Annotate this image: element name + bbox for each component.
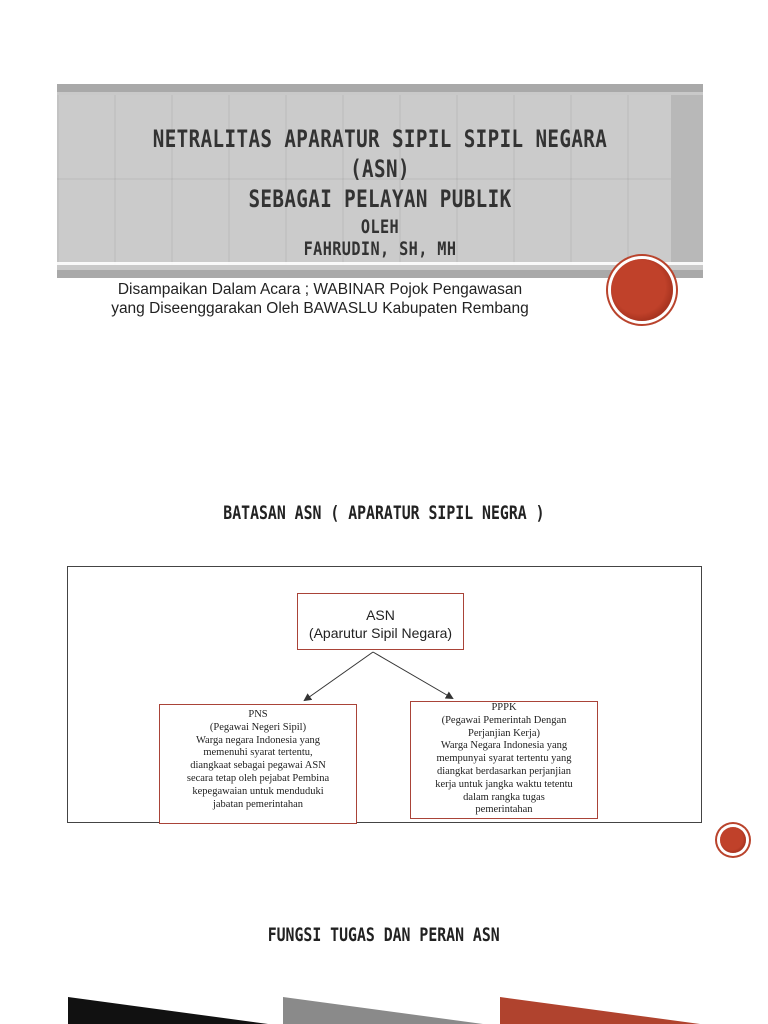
decorative-circle-small-icon <box>720 827 746 853</box>
node-asn-subtitle: (Aparutur Sipil Negara) <box>308 625 453 641</box>
node-pppk-line: kerja untuk jangka waktu tetentu <box>435 778 573 790</box>
node-pns-line: Warga negara Indonesia yang <box>195 734 321 746</box>
decorative-circle-icon <box>611 259 673 321</box>
node-pns-line: PNS <box>248 709 268 720</box>
node-pppk-line: Perjanjian Kerja) <box>467 727 540 739</box>
node-pppk-line: Warga Negara Indonesia yang <box>440 740 568 752</box>
subtitle-line-1: Disampaikan Dalam Acara ; WABINAR Pojok Pengawasan <box>117 281 523 298</box>
node-pppk-line: pemerintahan <box>475 804 533 816</box>
node-pppk-line: (Pegawai Pemerintah Dengan <box>441 714 567 726</box>
heading-batasan-text: BATASAN ASN ( APARATUR SIPIL NEGRA ) <box>223 502 545 524</box>
title-line-1: NETRALITAS APARATUR SIPIL SIPIL NEGARA (ASN) <box>152 125 608 183</box>
node-pns-line: secara tetap oleh pejabat Pembina <box>186 772 330 784</box>
decorative-black-triangle <box>68 997 268 1024</box>
title-band-top-stripe <box>57 84 703 92</box>
node-pppk <box>410 701 598 819</box>
node-pppk-line: mempunyai syarat tertentu yang <box>436 753 572 765</box>
arrow-to-pppk <box>373 652 452 698</box>
node-pns-line: memenuhi syarat tertentu, <box>203 747 313 759</box>
title-line-4: FAHRUDIN, SH, MH <box>303 238 457 260</box>
slide-title <box>57 124 703 260</box>
slide-subtitle <box>60 280 580 318</box>
node-asn <box>297 593 464 650</box>
node-pns-line: (Pegawai Negeri Sipil) <box>209 721 307 733</box>
node-asn-title: ASN <box>366 607 395 623</box>
arrow-to-pns <box>305 652 373 700</box>
node-pppk-line: dalam rangka tugas <box>463 791 545 803</box>
node-pns-line: diangkaat sebagai pegawai ASN <box>190 760 326 772</box>
node-pns <box>159 704 357 824</box>
node-pppk-line: diangkat berdasarkan perjanjian <box>436 765 572 777</box>
decorative-red-triangle <box>500 997 700 1024</box>
decorative-gray-triangle <box>283 997 483 1024</box>
subtitle-line-2: yang Diseenggarakan Oleh BAWASLU Kabupaten Rembang <box>111 300 529 317</box>
node-pppk-line: PPPK <box>491 702 517 713</box>
title-band-bottom-stripe <box>57 270 703 278</box>
node-pns-line: jabatan pemerintahan <box>212 798 304 810</box>
title-line-2: SEBAGAI PELAYAN PUBLIK <box>248 185 512 213</box>
section-heading-fungsi <box>0 924 768 946</box>
title-line-3: OLEH <box>360 216 400 238</box>
asn-diagram <box>67 566 702 823</box>
section-heading-batasan <box>0 502 768 524</box>
title-band-divider <box>57 262 703 265</box>
title-band <box>57 84 703 278</box>
heading-fungsi-text: FUNGSI TUGAS DAN PERAN ASN <box>267 924 500 946</box>
node-pns-line: kepegawaian untuk menduduki <box>192 785 324 797</box>
